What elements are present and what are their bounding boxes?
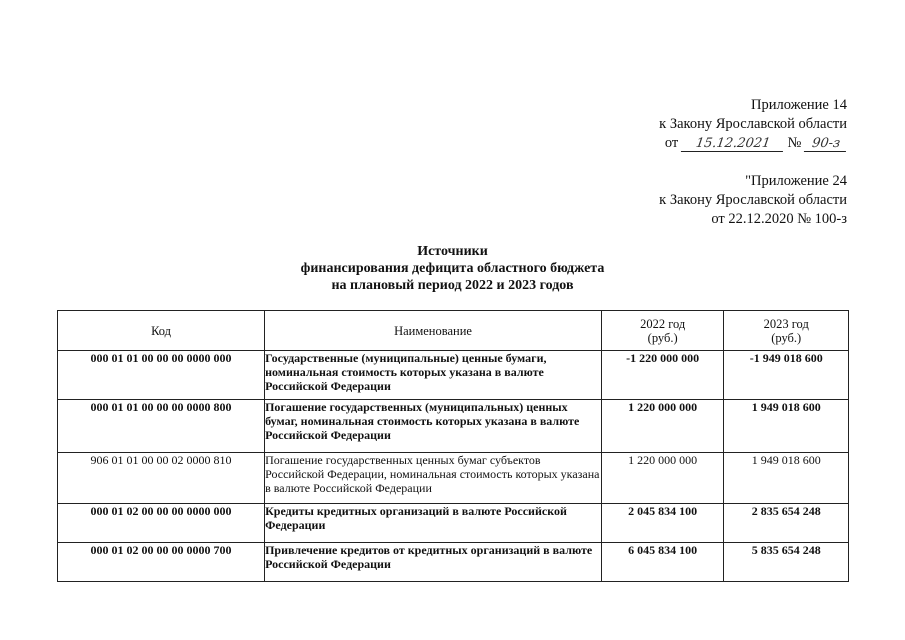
table-row bbox=[58, 504, 849, 543]
row-code: 000 01 02 00 00 00 0000 700 bbox=[58, 543, 265, 582]
from-label: от bbox=[664, 135, 679, 151]
column-header-2022 bbox=[601, 311, 724, 351]
column-header-code: Код bbox=[58, 311, 265, 351]
row-value-2023: 2 835 654 248 bbox=[724, 504, 849, 543]
row-name: Погашение государственных ценных бумаг субъектов Российской Федерации, номинальная стоимость которых указана в валюте Российской Федерации bbox=[265, 453, 602, 504]
previous-law-date: от 22.12.2020 № 100-з bbox=[711, 211, 847, 227]
table-row bbox=[58, 400, 849, 453]
title-line-3: на плановый период 2022 и 2023 годов bbox=[331, 278, 574, 293]
financing-sources-table bbox=[57, 310, 849, 582]
handwritten-date: 15.12.2021 bbox=[681, 136, 785, 152]
table-header-row bbox=[58, 311, 849, 351]
row-value-2022: 1 220 000 000 bbox=[601, 400, 724, 453]
law-date-line bbox=[659, 134, 847, 153]
column-header-2022-year: 2022 год bbox=[640, 316, 686, 331]
appendix-number: Приложение 14 bbox=[751, 97, 847, 113]
previous-appendix-number: "Приложение 24 bbox=[745, 173, 847, 189]
row-value-2023: 1 949 018 600 bbox=[724, 453, 849, 504]
row-name: Погашение государственных (муниципальных) ценных бумаг, номинальная стоимость которых указана в валюте Российской Федерации bbox=[265, 400, 602, 453]
row-code: 000 01 01 00 00 00 0000 000 bbox=[58, 351, 265, 400]
column-header-2023-unit: (руб.) bbox=[771, 330, 802, 345]
row-code: 000 01 02 00 00 00 0000 000 bbox=[58, 504, 265, 543]
appendix-header bbox=[659, 96, 847, 153]
title-line-1: Источники bbox=[417, 244, 488, 259]
row-value-2023: 5 835 654 248 bbox=[724, 543, 849, 582]
column-header-2023-year: 2023 год bbox=[763, 316, 809, 331]
table-row bbox=[58, 543, 849, 582]
column-header-name: Наименование bbox=[265, 311, 602, 351]
table-row bbox=[58, 453, 849, 504]
row-value-2023: 1 949 018 600 bbox=[724, 400, 849, 453]
column-header-2023 bbox=[724, 311, 849, 351]
row-value-2023: -1 949 018 600 bbox=[724, 351, 849, 400]
column-header-2022-unit: (руб.) bbox=[647, 330, 678, 345]
handwritten-number: 90-з bbox=[804, 136, 848, 152]
number-label: № bbox=[787, 135, 802, 151]
table-row bbox=[58, 351, 849, 400]
row-code: 000 01 01 00 00 00 0000 800 bbox=[58, 400, 265, 453]
previous-law-reference: к Закону Ярославской области bbox=[659, 192, 847, 208]
previous-appendix-header bbox=[659, 172, 847, 229]
law-reference: к Закону Ярославской области bbox=[659, 116, 847, 132]
row-value-2022: 1 220 000 000 bbox=[601, 453, 724, 504]
row-value-2022: 2 045 834 100 bbox=[601, 504, 724, 543]
document-title bbox=[0, 243, 905, 294]
row-name: Привлечение кредитов от кредитных организаций в валюте Российской Федерации bbox=[265, 543, 602, 582]
row-value-2022: 6 045 834 100 bbox=[601, 543, 724, 582]
row-code: 906 01 01 00 00 02 0000 810 bbox=[58, 453, 265, 504]
row-name: Кредиты кредитных организаций в валюте Российской Федерации bbox=[265, 504, 602, 543]
title-line-2: финансирования дефицита областного бюджета bbox=[300, 261, 605, 276]
row-value-2022: -1 220 000 000 bbox=[601, 351, 724, 400]
row-name: Государственные (муниципальные) ценные бумаги, номинальная стоимость которых указана в валюте Российской Федерации bbox=[265, 351, 602, 400]
